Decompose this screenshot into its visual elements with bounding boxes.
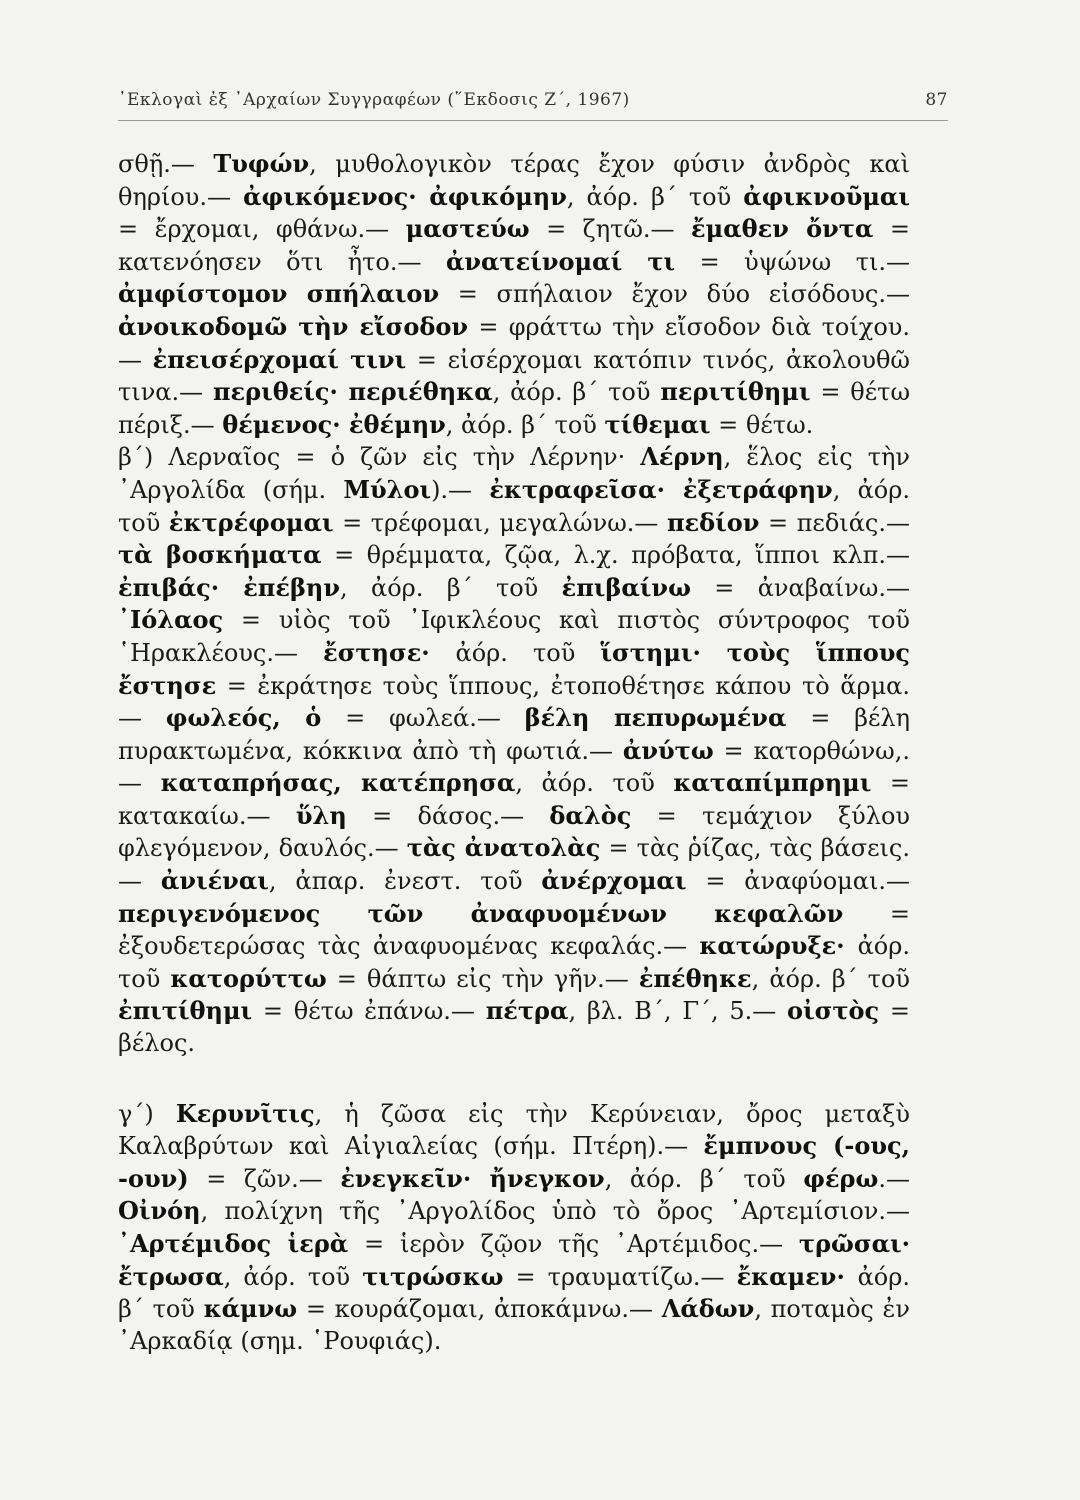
headword: ἐπιβαίνω [561, 572, 691, 602]
running-header [118, 88, 948, 121]
headword: τιτρώσκω [362, 1261, 504, 1291]
gloss-text: = κουράζομαι, ἀποκάμνω.— [297, 1295, 662, 1324]
headword: ἐπεισέρχομαί τινι [152, 344, 407, 374]
gloss-text: = τραυματίζω.— [503, 1262, 737, 1291]
headword: ἐκτραφεῖσα· ἐξετράφην [489, 474, 833, 504]
headword: ἐπέθηκε [638, 963, 752, 993]
gloss-text: = βέλη πυρακτωμένα, κόκκινα ἀπὸ τὴ φωτιά.— [118, 704, 911, 765]
headword: ἀνύτω [622, 735, 714, 765]
gloss-text: σθῇ.— [118, 150, 214, 178]
gloss-text: , ἀπαρ. ἐνεστ. τοῦ [268, 867, 542, 896]
gloss-text: = πεδιάς.— [759, 508, 910, 537]
gloss-text: = εἰσέρχομαι κατόπιν τινός, ἀκολουθῶ τινα.— [118, 345, 910, 407]
headword: ἀφικόμενος· ἀφικόμην [243, 181, 567, 211]
gloss-text: , ἀόρ. β΄ τοῦ [566, 182, 744, 211]
headword: τὰς ἀνατολὰς [406, 833, 601, 863]
headword: ἔμαθεν ὄντα [691, 214, 874, 244]
gloss-text: ἀόρ. β΄ τοῦ [118, 1262, 910, 1324]
headword: ἐνεγκεῖν· ἤνεγκον [340, 1163, 605, 1193]
headword: θέμενος· ἐθέμην [222, 409, 446, 439]
headword: τίθεμαι [604, 409, 711, 439]
headword: Μύλοι [343, 474, 432, 504]
headword: φωλεός, ὁ [165, 703, 322, 733]
gloss-text: , ἀόρ. τοῦ [118, 475, 910, 537]
gloss-text: = φωλεά.— [321, 704, 525, 733]
headword: μαστεύω [405, 214, 530, 244]
headword: δαλὸς [549, 800, 632, 830]
headword: ἐπιτίθημι [118, 996, 253, 1026]
headword: Οἰνόη [118, 1196, 201, 1226]
headword: κάμνω [203, 1294, 298, 1324]
gloss-text: = ἐξουδετερώσας τὰς ἀναφυομένας κεφαλάς.— [118, 899, 910, 961]
headword: καταπίμπρημι [673, 768, 872, 798]
gloss-text: , ἀόρ. τοῦ [223, 1262, 363, 1291]
gloss-text: = θέτω ἐπάνω.— [252, 997, 486, 1026]
headword: Λάδων [661, 1294, 755, 1324]
gloss-text: .— [878, 1164, 911, 1193]
gloss-text: = ἔρχομαι, φθάνω.— [118, 215, 406, 244]
headword: οἰστὸς [787, 996, 880, 1026]
headword: τρῶσαι· ἔτρωσα [118, 1229, 911, 1291]
headword: ἵστημι· τοὺς ἵππους ἔστησε [118, 637, 910, 700]
page-number: 87 [925, 90, 948, 110]
headword: ἀνοικοδομῶ τὴν εἴσοδον [118, 311, 469, 341]
gloss-text: , ἡ ζῶσα εἰς τὴν Κερύνειαν, ὄρος μεταξὺ Καλαβρύτων καὶ Αἰγιαλείας (σήμ. Πτέρη).— [118, 1099, 910, 1161]
headword: πέτρα [485, 996, 569, 1026]
gloss-text: , ἀόρ. β΄ τοῦ [445, 410, 605, 439]
headword: τὰ βοσκήματα [118, 540, 322, 570]
gloss-text: = σπήλαιον ἔχον δύο εἰσόδους.— [439, 280, 910, 309]
gloss-text: = ὑψώνω τι.— [675, 247, 911, 276]
headword: ἀνέρχομαι [541, 866, 687, 896]
headword: ἔμπνους (-ους, -ουν) [118, 1131, 910, 1193]
paragraph-gamma [118, 1098, 910, 1358]
glossary-text [118, 148, 910, 1357]
gloss-text: = τὰς ῥίζας, τὰς βάσεις.— [118, 834, 910, 896]
gloss-text: = τεμάχιον ξύλου φλεγόμενον, δαυλός.— [118, 801, 911, 863]
headword: ἔκαμεν· [736, 1261, 858, 1291]
gloss-text: = υἱὸς τοῦ ᾿Ιφικλέους καὶ πιστὸς σύντροφος τοῦ ῾Ηρακλέους.— [118, 606, 910, 667]
headword: ὕλη [295, 800, 347, 830]
gloss-text: = θρέμματα, ζῷα, λ.χ. πρόβατα, ἵπποι κλπ.— [321, 541, 911, 570]
header-title: ᾿Εκλογαὶ ἐξ ᾿Αρχαίων Συγγραφέων (῞Εκδοσις Ζ΄, 1967) [118, 90, 630, 110]
headword: περιθείς· περιέθηκα [212, 377, 493, 407]
headword: περιτίθημι [660, 377, 811, 407]
gloss-text: = ζητῶ.— [529, 215, 692, 244]
gloss-text: γ΄) [118, 1099, 176, 1128]
gloss-text: = κατενόησεν ὅτι ἦτο.— [118, 215, 910, 276]
gloss-text: β΄) Λερναῖος = ὁ ζῶν εἰς τὴν Λέρνην· [118, 443, 641, 472]
headword: περιγενόμενος τῶν ἀναφυομένων κεφαλῶν [118, 898, 844, 928]
gloss-text: = ἱερὸν ζῷον τῆς ᾿Αρτέμιδος.— [348, 1230, 799, 1258]
gloss-text: = θάπτω εἰς τὴν γῆν.— [326, 964, 639, 993]
gloss-text: , ἀόρ. β΄ τοῦ [751, 964, 910, 993]
gloss-text: = κατακαίω.— [118, 769, 910, 830]
gloss-text: , ἀόρ. β΄ τοῦ [492, 378, 661, 407]
gloss-text: = βέλος. [118, 997, 910, 1058]
headword: ἐκτρέφομαι [168, 507, 334, 537]
gloss-text: = τρέφομαι, μεγαλώνω.— [333, 508, 667, 537]
headword: Λέρνη [640, 442, 724, 472]
headword: καταπρήσας, κατέπρησα [160, 768, 516, 798]
headword: κατορύττω [170, 963, 327, 993]
gloss-text: , ἀόρ. β΄ τοῦ [340, 573, 562, 602]
gloss-text: = κατορθώνω,.— [118, 736, 910, 798]
paragraph-continuation [118, 148, 910, 441]
headword: κατώρυξε· [699, 931, 858, 961]
headword: ᾿Αρτέμιδος ἱερὰ [118, 1229, 349, 1258]
headword: ἀνατείνομαί τι [445, 246, 676, 276]
gloss-text: , ποταμὸς ἐν ᾿Αρκαδίᾳ (σημ. ῾Ρουφιάς). [118, 1295, 910, 1355]
gloss-text: = ζῶν.— [188, 1164, 341, 1193]
gloss-text: = ἐκράτησε τοὺς ἵππους, ἐτοποθέτησε κάπου τὸ ἅρμα.— [118, 671, 910, 733]
gloss-text: , ἀόρ. τοῦ [515, 769, 674, 798]
gloss-text: ἀόρ. τοῦ [118, 932, 910, 993]
headword: ἐπιβάς· ἐπέβην [118, 572, 341, 602]
headword: φέρω [803, 1163, 879, 1193]
gloss-text: , ἕλος εἰς τὴν ᾿Αργολίδα (σήμ. [118, 443, 911, 504]
gloss-text: , μυθολογικὸν τέρας ἔχον φύσιν ἀνδρὸς καὶ θηρίου.— [118, 150, 911, 211]
gloss-text: = ἀναφύομαι.— [686, 867, 910, 896]
gloss-text: = ἀναβαίνω.— [690, 573, 911, 602]
headword: ἀφικνοῦμαι [743, 181, 910, 211]
headword: ᾿Ιόλαος [118, 605, 224, 635]
headword: πεδίον [666, 507, 760, 537]
headword: Κερυνῖτις [175, 1098, 315, 1128]
gloss-text: , ἀόρ. β΄ τοῦ [604, 1164, 804, 1193]
gloss-text: , πολίχνη τῆς ᾿Αργολίδος ὑπὸ τὸ ὄρος ᾿Αρτεμίσιον.— [200, 1197, 910, 1226]
headword: βέλη πεπυρωμένα [524, 703, 787, 733]
gloss-text: = θέτω πέριξ.— [118, 378, 911, 439]
headword: ἀμφίστομον σπήλαιον [118, 279, 440, 309]
gloss-text: , βλ. Β΄, Γ΄, 5.— [568, 997, 788, 1026]
paragraph-beta [118, 441, 910, 1059]
headword: Τυφών [213, 149, 310, 178]
gloss-text: = φράττω τὴν εἴσοδον διὰ τοίχου.— [118, 312, 910, 374]
gloss-text: ἀόρ. τοῦ [455, 638, 601, 667]
gloss-text: = θέτω. [710, 410, 814, 439]
headword: ἀνιέναι [160, 866, 269, 896]
gloss-text: = δάσος.— [346, 801, 550, 830]
gloss-text: ).— [431, 475, 490, 504]
headword: ἔστησε· [323, 637, 456, 667]
